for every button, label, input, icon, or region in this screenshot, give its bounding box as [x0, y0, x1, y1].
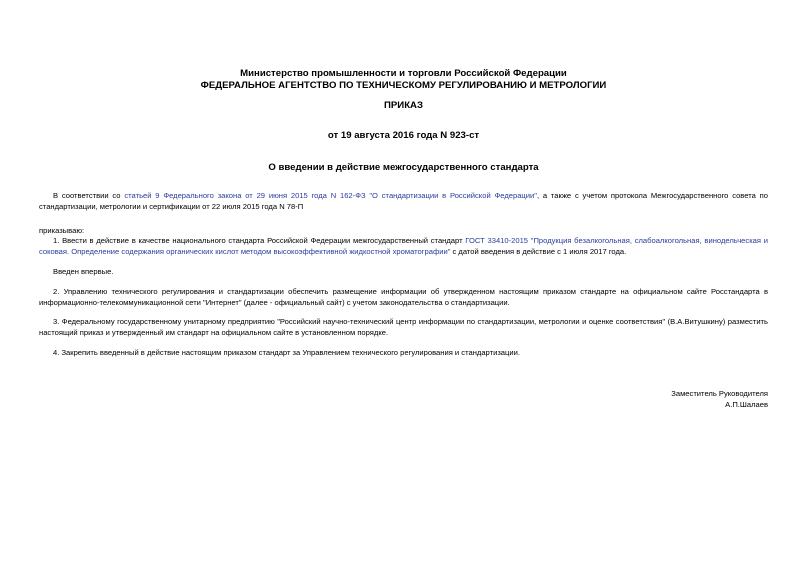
signature-block: [671, 388, 768, 410]
intro-prefix: В соответствии со: [53, 191, 125, 200]
item-1-prefix: 1. Ввести в действие в качестве национального стандарта Российской Федерации межгосударственный стандарт: [53, 236, 466, 245]
signatory-title: Заместитель Руководителя: [671, 389, 768, 398]
item-1-suffix: с датой введения в действие с 1 июля 2017 года.: [450, 247, 627, 256]
prikazyvayu-line: приказываю:: [39, 226, 85, 235]
intro-paragraph: [39, 190, 768, 212]
item-4-paragraph: 4. Закрепить введенный в действие настоящим приказом стандарт за Управлением технического регулирования и стандартизации.: [53, 348, 520, 357]
intro-suffix: , а также с учетом протокола Межгосударственного совета по стандартизации, метрологии и сертификации от 22 июля 2015 года N 78-П: [39, 191, 768, 211]
item-3-paragraph: 3. Федеральному государственному унитарному предприятию "Российский научно-технический центр информации по стандартизации, метрологии и оценке соответствия" (В.А.Витушкину) разместить настоящий приказ и утвержденный им стандарт на официальном сайте в установленном порядке.: [39, 317, 768, 337]
item-1-paragraph: [39, 235, 768, 257]
federal-law-link[interactable]: статьей 9 Федерального закона от 29 июня 2015 года N 162-ФЗ "О стандартизации в Российской Федерации": [124, 191, 537, 200]
order-type: ПРИКАЗ: [384, 100, 423, 111]
ministry-name: Министерство промышленности и торговли Российской Федерации: [240, 68, 567, 79]
item-2-paragraph: 2. Управлению технического регулирования и стандартизации обеспечить размещение информации об утвержденном настоящим приказом стандарте на официальном сайте Росстандарта в информационно-телекоммуникационной сети "Интернет" (далее - официальный сайт) с учетом законодательства о стандартизации.: [39, 287, 768, 307]
signatory-name: А.П.Шалаев: [725, 400, 768, 409]
order-subject: О введении в действие межгосударственного стандарта: [268, 162, 539, 173]
document-header: [0, 68, 807, 92]
order-date-number: от 19 августа 2016 года N 923-ст: [327, 130, 480, 141]
introduced-note: Введен впервые.: [53, 267, 114, 276]
gost-standard-link[interactable]: ГОСТ 33410-2015 "Продукция безалкогольная, слабоалкогольная, винодельческая и соковая. Определение содержания органических кислот методом высокоэффективной жидкостной хроматографии": [39, 236, 768, 256]
agency-name: ФЕДЕРАЛЬНОЕ АГЕНТСТВО ПО ТЕХНИЧЕСКОМУ РЕГУЛИРОВАНИЮ И МЕТРОЛОГИИ: [200, 80, 607, 91]
